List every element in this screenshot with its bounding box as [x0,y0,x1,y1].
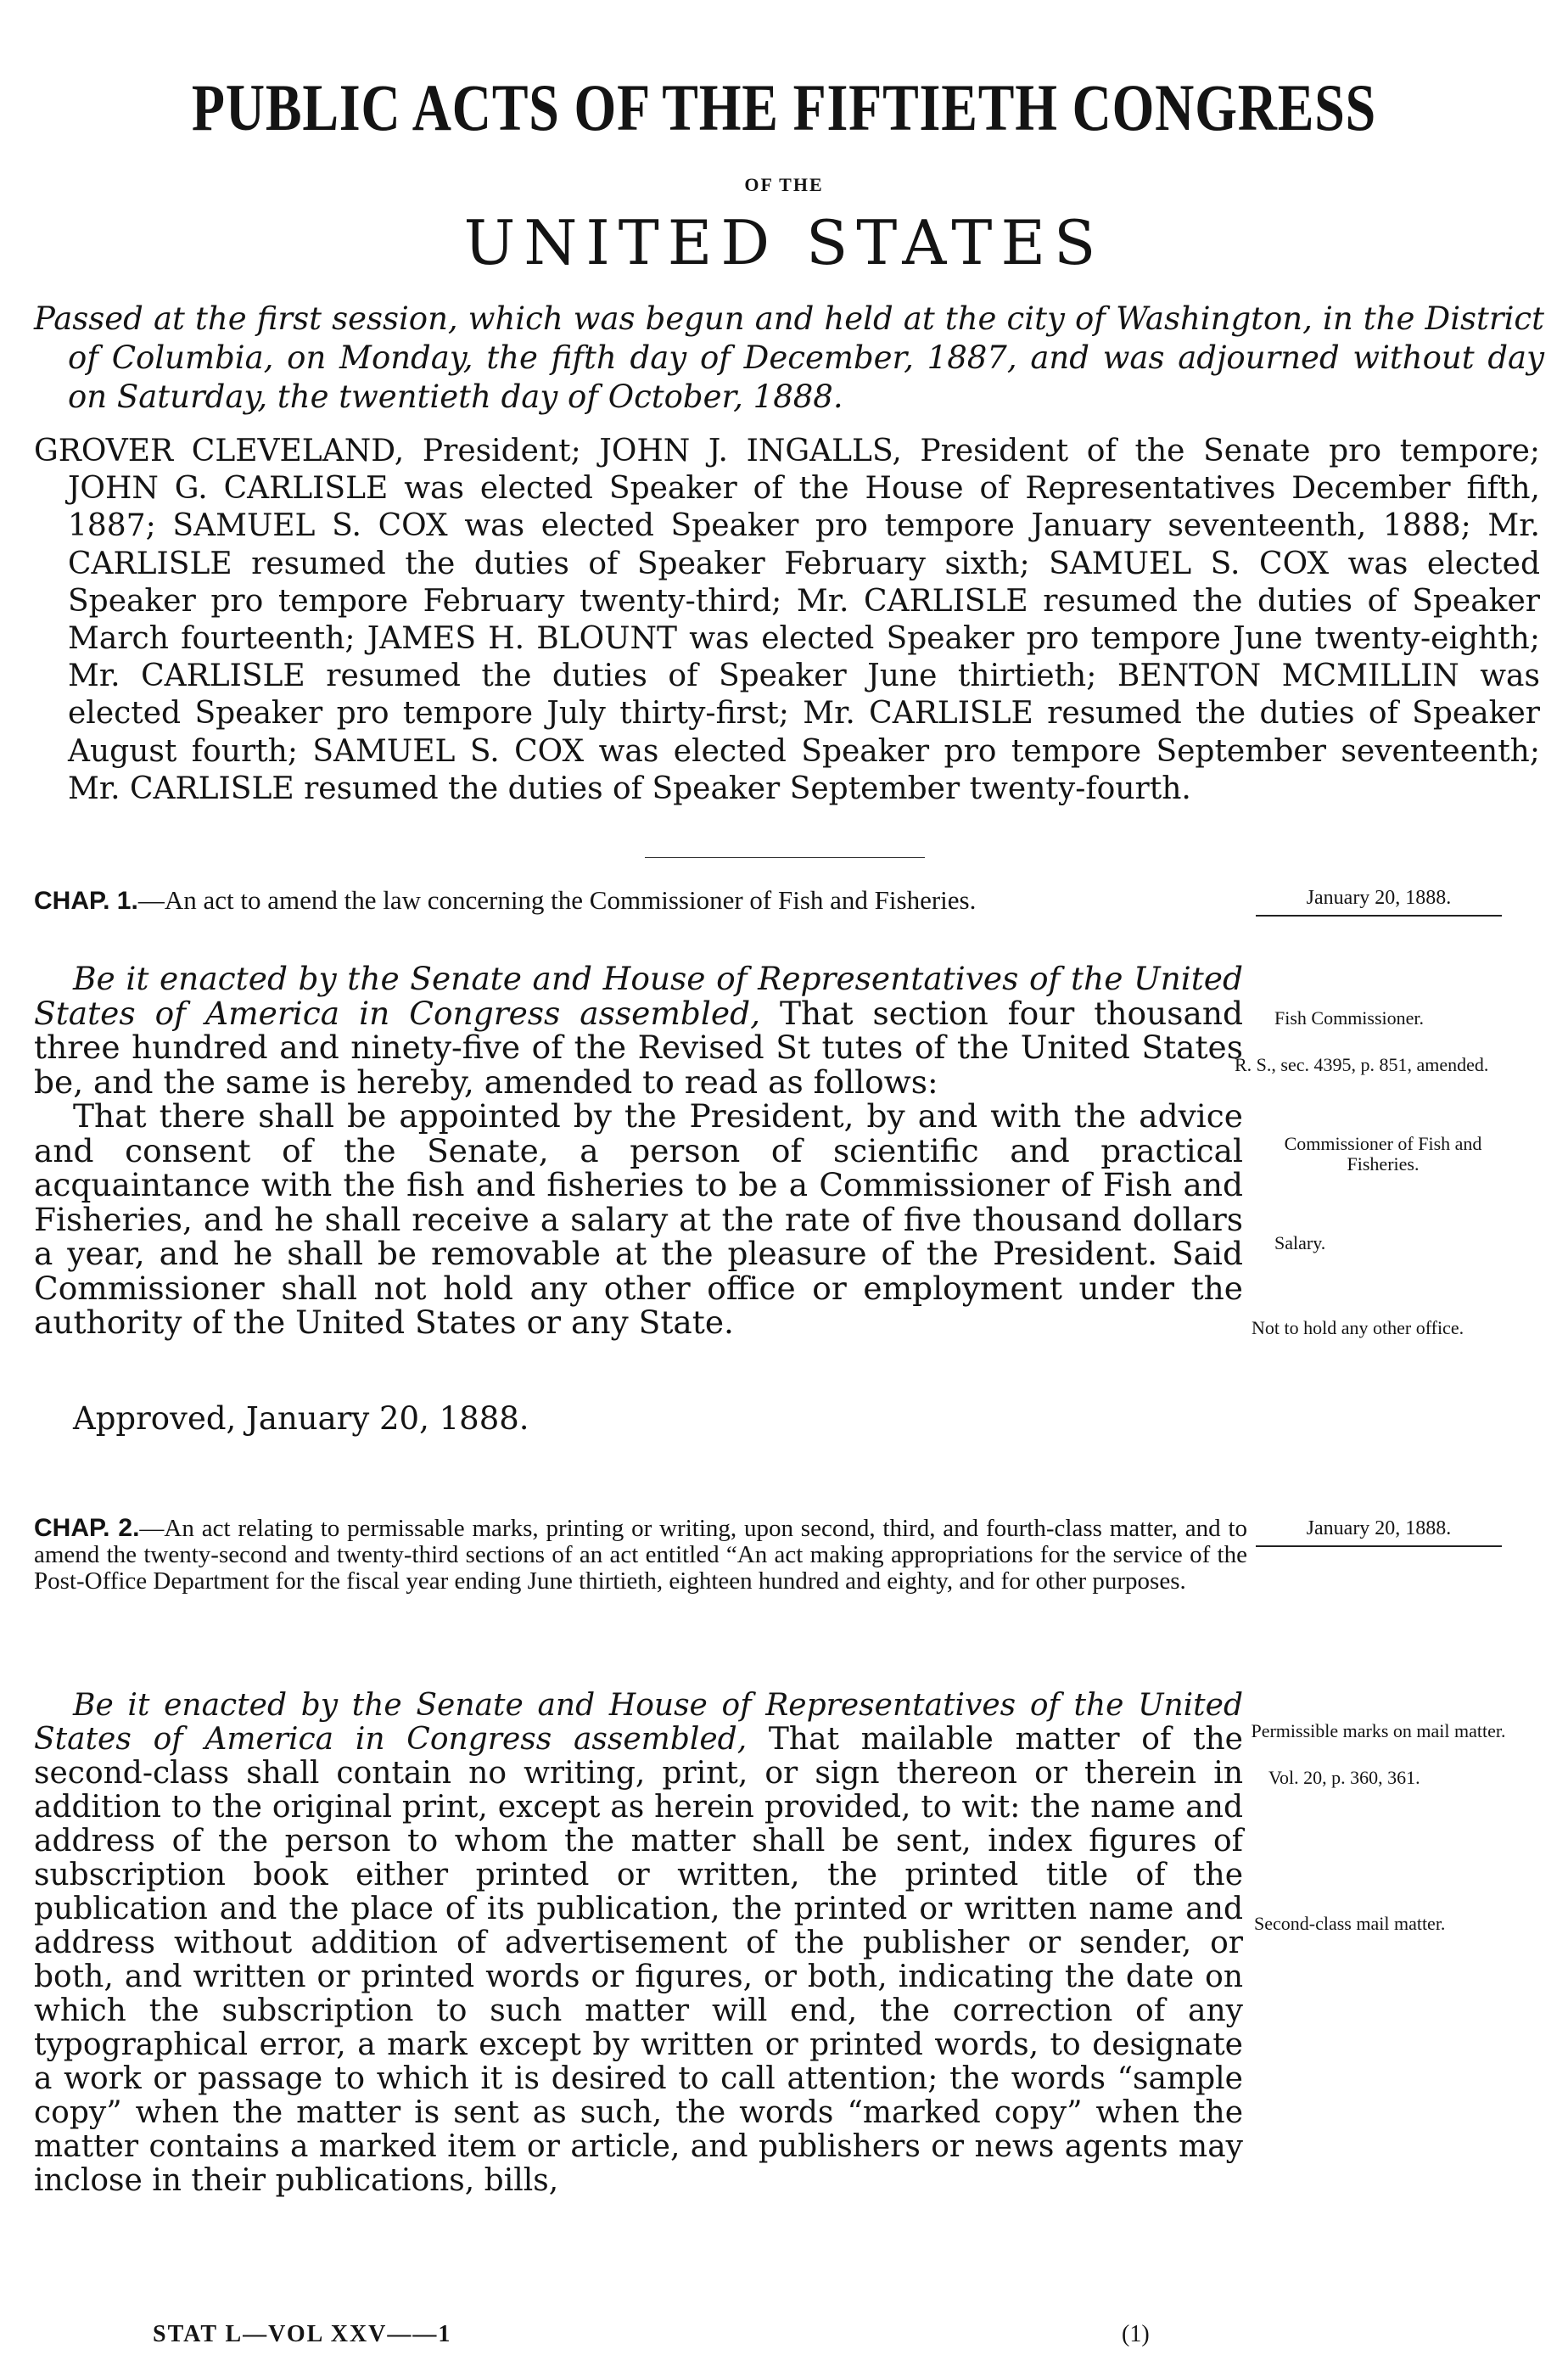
margin-note: Fish Commissioner. [1274,1007,1425,1029]
margin-note: Salary. [1274,1232,1326,1253]
chap2-title: —An act relating to permissable marks, printing or writing, upon second, third, and fourth-class matter, and to amend the twenty-second and twenty-third sections of an act entitled “An act making appropriations for the service of the Post-Office Department for the fiscal year ending June thirtieth, eighteen hundred and eighty, and for other purposes. [34,1515,1247,1595]
subtitle-united-states: UNITED STATES [463,207,1105,278]
chap1-title: —An act to amend the law concerning the Commissioner of Fish and Fisheries. [137,885,977,915]
section-divider [645,857,925,858]
chap2-label: CHAP. 2. [34,1514,140,1542]
chap1-enacting-italic: Be it enacted by the Senate and House of Representatives of the United States of America in Congress assembled, [34,960,1243,1032]
officers-paragraph: GROVER CLEVELAND, President; JOHN J. INGALLS, President of the Senate pro tempore; JOHN G. CARLISLE was elected Speaker of the House of Representatives December fifth, 1887; SAMUEL S. COX was elected Speaker pro tempore January seventeenth, 1888; Mr. CARLISLE resumed the duties of Speaker February sixth; SAMUEL S. COX was elected Speaker pro tempore February twenty-third; Mr. CARLISLE resumed the duties of Speaker March fourteenth; JAMES H. BLOUNT was elected Speaker pro tempore June twenty-eighth; Mr. CARLISLE resumed the duties of Speaker June thirtieth; BENTON MCMILLIN was elected Speaker pro tempore July thirty-first; Mr. CARLISLE resumed the duties of Speaker August fourth; SAMUEL S. COX was elected Speaker pro tempore September seventeenth; Mr. CARLISLE resumed the duties of Speaker September twenty-fourth. [34,434,1540,806]
chap1-date: January 20, 1888. [1256,887,1502,917]
chap2-body [34,1689,1243,2198]
chap1-paragraph: That there shall be appointed by the President, by and with the advice and consent of the Senate, a person of scientific and practical acquaintance with the fish and fisheries to be a Commissioner of Fish and Fisheries, and he shall receive a salary at the rate of five thousand dollars a year, and he shall be removable at the pleasure of the President. Said Commissioner shall not hold any other office or employment under the authority of the United States or any State. [34,1097,1243,1341]
chap1-heading [34,885,1247,917]
chap1-body [34,962,1243,1340]
margin-note: Vol. 20, p. 360, 361. [1268,1767,1420,1788]
chap2-date: January 20, 1888. [1256,1517,1502,1547]
footer-page-number: (1) [1122,2321,1150,2347]
chap2-heading [34,1515,1247,1595]
subtitle-of-the: OF THE [744,174,824,195]
page-title: PUBLIC ACTS OF THE FIFTIETH CONGRESS [191,70,1377,144]
session-intro: Passed at the first session, which was begun and held at the city of Washington, in the District of Columbia, on Monday, the fifth day of December, 1887, and was adjourned without day on Saturday, the twentieth day of October, 1888. [34,300,1544,415]
chap2-enacting-clause [34,1689,1243,2198]
chap2-enacting-italic: Be it enacted by the Senate and House of Representatives of the United States of America in Congress assembled, [34,1688,1243,1757]
chap1-approved: Approved, January 20, 1888. [73,1400,529,1437]
chap1-enacting-clause [34,962,1243,1099]
chap2-enacting-rest: That mailable matter of the second-class shall contain no writing, print, or sign thereon or therein in addition to the original print, except as herein provided, to wit: the name and address of the person to whom the matter shall be sent, index figures of subscription book either printed or written, the printed title of the publication and the place of its publication, the printed or written name and address without addition of advertisement of the publisher or sender, or both, and written or printed words or figures, or both, indicating the date on which the subscription to such matter will end, the correction of any typographical error, a mark except by written or printed words, to designate a work or passage to which it is desired to call attention; the words “sample copy” when the matter is sent as such, the words “marked copy” when the matter contains a marked item or article, and publishers or news agents may inclose in their publications, bills, [34,1722,1243,2198]
margin-note: Commissioner of Fish and Fisheries. [1284,1133,1482,1175]
chap1-enacting-rest: That section four thousand three hundred and ninety-five of the Revised St tutes of the United States be, and the same is hereby, amended to read as follows: [34,994,1243,1101]
chap1-label: CHAP. 1. [34,887,138,915]
margin-note: Permissible marks on mail matter. [1251,1720,1506,1741]
margin-note: R. S., sec. 4395, p. 851, amended. [1235,1054,1489,1075]
footer-volume: STAT L—VOL XXV——1 [153,2321,452,2347]
margin-note: Not to hold any other office. [1252,1317,1464,1338]
margin-note: Second-class mail matter. [1254,1913,1446,1934]
